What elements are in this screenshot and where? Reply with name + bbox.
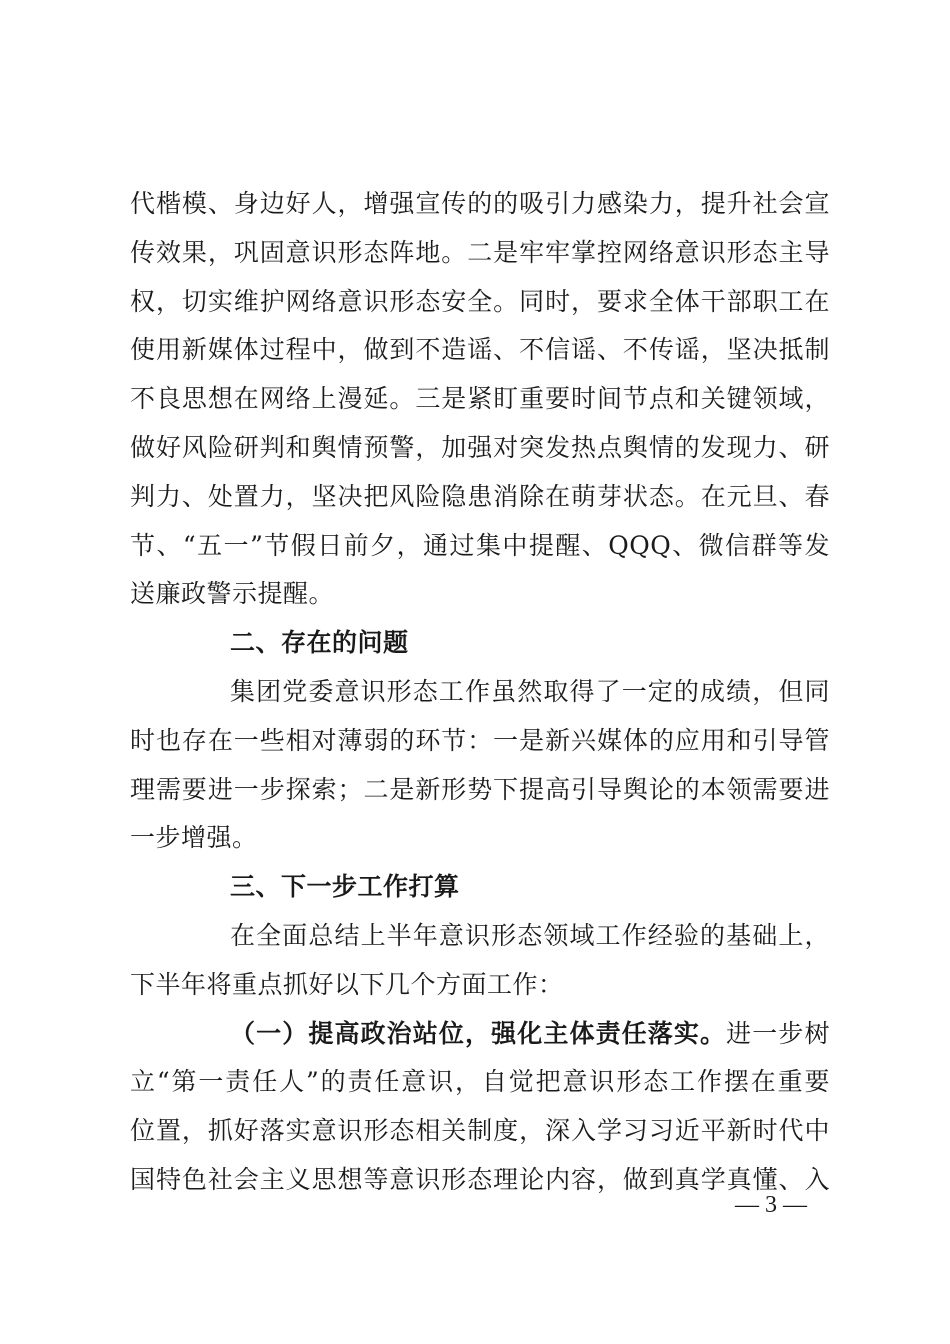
- paragraph-line: 理需要进一步探索；二是新形势下提高引导舆论的本领需要进: [130, 774, 830, 804]
- paragraph-line: 位置，抓好落实意识形态相关制度，深入学习习近平新时代中: [130, 1116, 830, 1146]
- section-heading-problems: 二、存在的问题: [230, 628, 409, 658]
- paragraph-line: 不良思想在网络上漫延。三是紧盯重要时间节点和关键领域，: [130, 384, 830, 414]
- item-one-text: 进一步树: [726, 1018, 830, 1048]
- paragraph-line: 一步增强。: [130, 823, 258, 853]
- paragraph-line: 国特色社会主义思想等意识形态理论内容，做到真学真懂、入: [130, 1164, 830, 1194]
- paragraph-line: 在全面总结上半年意识形态领域工作经验的基础上，: [230, 920, 830, 950]
- paragraph-line: 送廉政警示提醒。: [130, 579, 335, 609]
- page-number: — 3 —: [735, 1192, 807, 1218]
- paragraph-line: 判力、处置力，坚决把风险隐患消除在萌芽状态。在元旦、春: [130, 481, 830, 511]
- body-text: [130, 180, 830, 1205]
- paragraph-line: 时也存在一些相对薄弱的环节：一是新兴媒体的应用和引导管: [130, 725, 830, 755]
- item-one-first-line: [130, 1010, 830, 1059]
- paragraph-line: 权，切实维护网络意识形态安全。同时，要求全体干部职工在: [130, 286, 830, 316]
- paragraph-line: 节、“五一”节假日前夕，通过集中提醒、QQQ、微信群等发: [130, 530, 830, 560]
- paragraph-line: 传效果，巩固意识形态阵地。二是牢牢掌控网络意识形态主导: [130, 237, 830, 267]
- paragraph-line: 集团党委意识形态工作虽然取得了一定的成绩，但同: [230, 676, 830, 706]
- paragraph-line: 做好风险研判和舆情预警，加强对突发热点舆情的发现力、研: [130, 432, 830, 462]
- item-one-heading: （一）提高政治站位，强化主体责任落实。: [230, 1018, 727, 1048]
- paragraph-line: 下半年将重点抓好以下几个方面工作：: [130, 969, 564, 999]
- paragraph-line: 立“第一责任人”的责任意识，自觉把意识形态工作摆在重要: [130, 1067, 830, 1097]
- paragraph-line: 代楷模、身边好人，增强宣传的的吸引力感染力，提升社会宣: [130, 189, 830, 218]
- section-heading-next-steps: 三、下一步工作打算: [230, 872, 460, 902]
- paragraph-line: 使用新媒体过程中，做到不造谣、不信谣、不传谣，坚决抵制: [130, 335, 830, 365]
